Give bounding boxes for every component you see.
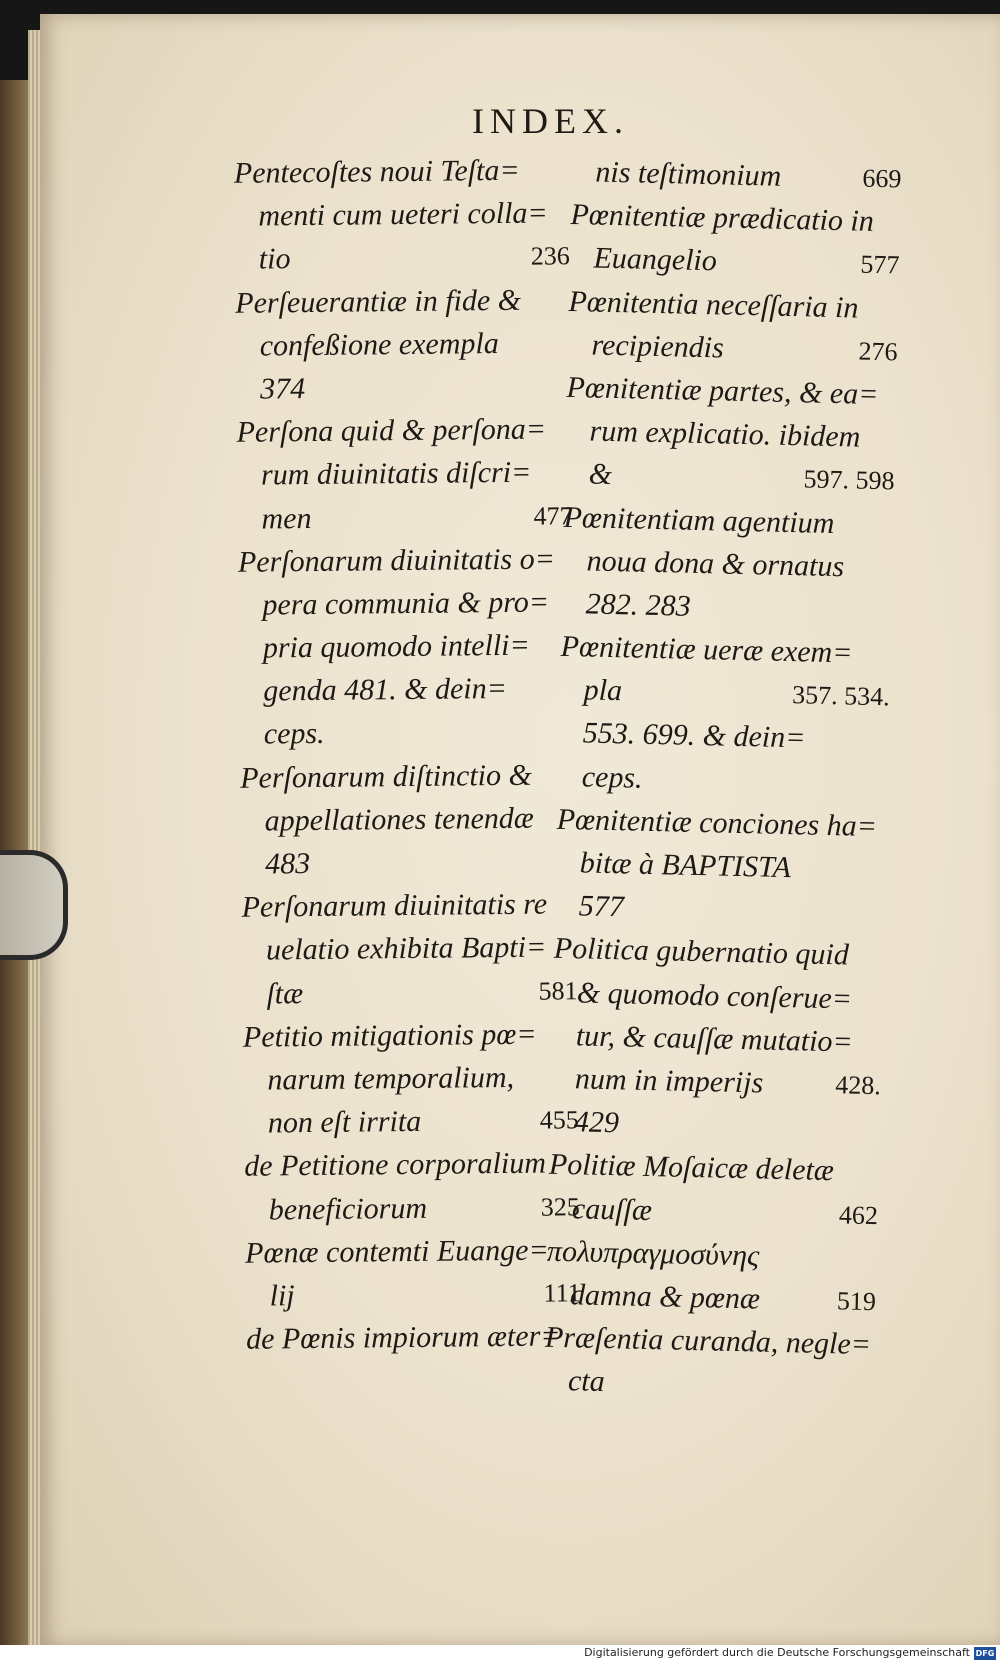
- index-entry-line: [564, 452, 895, 503]
- index-entry-text: recipiendis: [591, 328, 725, 365]
- index-entry-line: [565, 409, 896, 460]
- index-entry-text: Petitio mitigationis pœ=: [242, 1017, 537, 1054]
- index-entry-line: [567, 323, 898, 374]
- index-entry-line: [244, 1098, 579, 1145]
- index-entry-line: [239, 667, 574, 714]
- index-entry-text: bitæ à BAPTISTA: [579, 846, 792, 885]
- index-entry-text: Pœnitentiæ conciones ha=: [556, 802, 878, 843]
- index-entry-text: Pœnitentiam agentium: [563, 500, 835, 540]
- index-entry-text: 577: [578, 889, 625, 924]
- index-entry-line: [566, 366, 897, 417]
- index-page-number: 111: [543, 1278, 581, 1308]
- index-page-number: 462: [838, 1199, 879, 1230]
- index-entry-text: de Petitione corporalium: [244, 1146, 547, 1184]
- index-page-number: 669: [862, 163, 902, 194]
- index-entry-text: num in imperijs: [574, 1062, 764, 1100]
- index-entry-text: pera communia & pro=: [262, 585, 550, 622]
- funding-credit: Digitalisierung gefördert durch die Deutsche Forschungsgemeinschaft: [584, 1646, 970, 1659]
- index-entry-line: [243, 1055, 578, 1102]
- index-entry-line: [245, 1271, 580, 1318]
- index-entry-line: [240, 753, 575, 800]
- index-entry-line: [244, 1142, 579, 1189]
- index-entry-line: [551, 1014, 882, 1065]
- index-entry-text: &: [588, 457, 613, 492]
- index-entry-text: cta: [567, 1364, 606, 1399]
- index-entry-line: [238, 580, 573, 627]
- index-entry-text: Perſeuerantiæ in fide &: [235, 283, 522, 320]
- index-entry-text: appellationes tenendæ: [264, 801, 534, 838]
- index-page-number: 276: [858, 336, 898, 367]
- index-entry-text: Euangelio: [593, 241, 718, 278]
- index-entry-text: uelatio exhibita Bapti=: [265, 930, 547, 967]
- index-entry-line: [236, 407, 571, 454]
- index-entry-text: Perſonarum diuinitatis re: [241, 887, 548, 924]
- index-entry-line: [553, 927, 884, 978]
- index-entry-line: [570, 193, 901, 244]
- index-entry-text: damna & pœnæ: [569, 1278, 761, 1316]
- index-column-right: [544, 150, 902, 1410]
- index-entry-text: 429: [573, 1105, 620, 1140]
- index-entry-text: Perſona quid & perſona=: [236, 412, 547, 449]
- index-entry-text: non eſt irrita: [267, 1105, 422, 1140]
- index-entry-line: [555, 841, 886, 892]
- index-entry-line: [568, 280, 899, 331]
- index-entry-text: tur, & cauſſæ mutatio=: [575, 1019, 854, 1059]
- index-entry-text: Pœnitentia neceſſaria in: [568, 284, 859, 325]
- index-entry-line: [546, 1273, 877, 1324]
- index-page-number: 581: [538, 975, 578, 1006]
- index-entry-text: & quomodo conſerue=: [576, 975, 853, 1016]
- index-entry-text: rum diuinitatis diſcri=: [260, 456, 532, 492]
- index-entry-text: beneficiorum: [268, 1191, 428, 1226]
- index-page-number: 428.: [835, 1070, 882, 1101]
- index-entry-text: ceps.: [581, 760, 643, 795]
- index-entry-line: [241, 882, 576, 929]
- index-entry-text: Pœnitentiæ prædicatio in: [570, 198, 875, 239]
- index-entry-line: [552, 970, 883, 1021]
- index-entry-line: [561, 582, 892, 633]
- index-entry-line: [235, 321, 570, 368]
- index-entry-text: Pœnitentiæ partes, & ea=: [566, 370, 879, 411]
- index-page-number: 236: [530, 241, 570, 272]
- index-entry-text: lij: [269, 1279, 295, 1313]
- index-entry-text: pla: [583, 673, 623, 708]
- index-entry-text: Pœnæ contemti Euange=: [245, 1233, 549, 1270]
- index-entry-line: [243, 1012, 578, 1059]
- index-entry-line: [245, 1228, 580, 1275]
- index-entry-line: [571, 150, 902, 201]
- index-entry-text: Politica gubernatio quid: [553, 932, 850, 972]
- index-entry-text: tio: [258, 242, 291, 276]
- index-page-number: 477: [533, 500, 573, 531]
- index-entry-text: ſtæ: [266, 976, 304, 1011]
- index-entry-text: Pœnitentiæ ueræ exem=: [560, 629, 853, 670]
- index-entry-line: [237, 494, 572, 541]
- index-entry-text: confeßione exempla: [259, 326, 499, 363]
- index-entry-line: [549, 1100, 880, 1151]
- index-entry-line: [569, 236, 900, 287]
- index-entry-text: noua dona & ornatus: [586, 544, 845, 583]
- index-entry-line: [241, 839, 576, 886]
- index-entry-line: [562, 539, 893, 590]
- index-entry-line: [548, 1143, 879, 1194]
- index-entry-line: [547, 1229, 878, 1280]
- index-entry-line: [246, 1314, 581, 1361]
- index-page-number: 519: [836, 1286, 877, 1317]
- index-entry-text: ceps.: [263, 717, 325, 751]
- index-entry-line: [235, 278, 570, 325]
- index-entry-line: [245, 1185, 580, 1232]
- index-entry-text: menti cum ueteri colla=: [258, 196, 548, 233]
- index-page-number: 577: [860, 249, 900, 280]
- index-page-number: 357. 534.: [791, 680, 890, 712]
- index-entry-line: [545, 1316, 876, 1367]
- index-entry-text: Præſentia curanda, negle=: [544, 1320, 872, 1362]
- index-entry-line: [544, 1359, 875, 1410]
- index-entry-text: Perſonarum diuinitatis o=: [237, 542, 556, 579]
- index-entry-line: [242, 926, 577, 973]
- dfg-logo-icon: DFG: [975, 1649, 995, 1658]
- index-entry-line: [563, 495, 894, 546]
- index-page-number: 597. 598: [803, 464, 895, 496]
- index-entry-line: [554, 884, 885, 935]
- index-entry-line: [238, 537, 573, 584]
- index-entry-line: [550, 1057, 881, 1108]
- index-column-left: [234, 148, 582, 1361]
- index-entry-line: [548, 1186, 879, 1237]
- index-entry-text: πολυπραγμοσύνης: [546, 1234, 760, 1273]
- footer-bar: [0, 1645, 1000, 1663]
- index-entry-text: Pentecoſtes noui Teſta=: [233, 153, 520, 190]
- index-entry-text: narum temporalium,: [267, 1060, 515, 1097]
- index-entry-line: [240, 710, 575, 757]
- index-entry-line: [560, 625, 891, 676]
- index-entry-text: Perſonarum diſtinctio &: [240, 758, 533, 795]
- index-entry-line: [237, 451, 572, 498]
- index-entry-line: [234, 148, 569, 195]
- index-entry-line: [240, 796, 575, 843]
- index-entry-line: [239, 623, 574, 670]
- index-entry-text: men: [261, 501, 312, 536]
- index-entry-line: [235, 235, 570, 282]
- index-entry-line: [557, 754, 888, 805]
- index-entry-text: Politiæ Moſaicæ deletæ: [548, 1148, 835, 1188]
- index-entry-line: [242, 969, 577, 1016]
- index-entry-line: [234, 191, 569, 238]
- index-entry-line: [559, 668, 890, 719]
- index-entry-text: pria quomodo intelli=: [262, 628, 530, 665]
- index-entry-text: genda 481. & dein=: [263, 672, 508, 708]
- index-entry-text: 483: [264, 847, 311, 881]
- index-entry-text: 553. 699. & dein=: [582, 716, 806, 755]
- page-header: INDEX.: [472, 101, 629, 141]
- index-entry-text: de Pœnis impiorum æter=: [245, 1319, 561, 1356]
- index-page-number: 455: [539, 1105, 579, 1135]
- index-entry-line: [558, 711, 889, 762]
- index-entry-text: 374: [259, 371, 306, 406]
- index-entry-line: [556, 798, 887, 849]
- index-entry-text: rum explicatio. ibidem: [589, 414, 861, 454]
- index-page-number: 325: [540, 1191, 580, 1222]
- index-entry-text: cauſſæ: [571, 1191, 653, 1227]
- index-entry-text: nis teſtimonium: [595, 155, 782, 193]
- book-clasp: [0, 850, 68, 960]
- index-entry-text: 282. 283: [585, 587, 692, 623]
- index-entry-line: [236, 364, 571, 411]
